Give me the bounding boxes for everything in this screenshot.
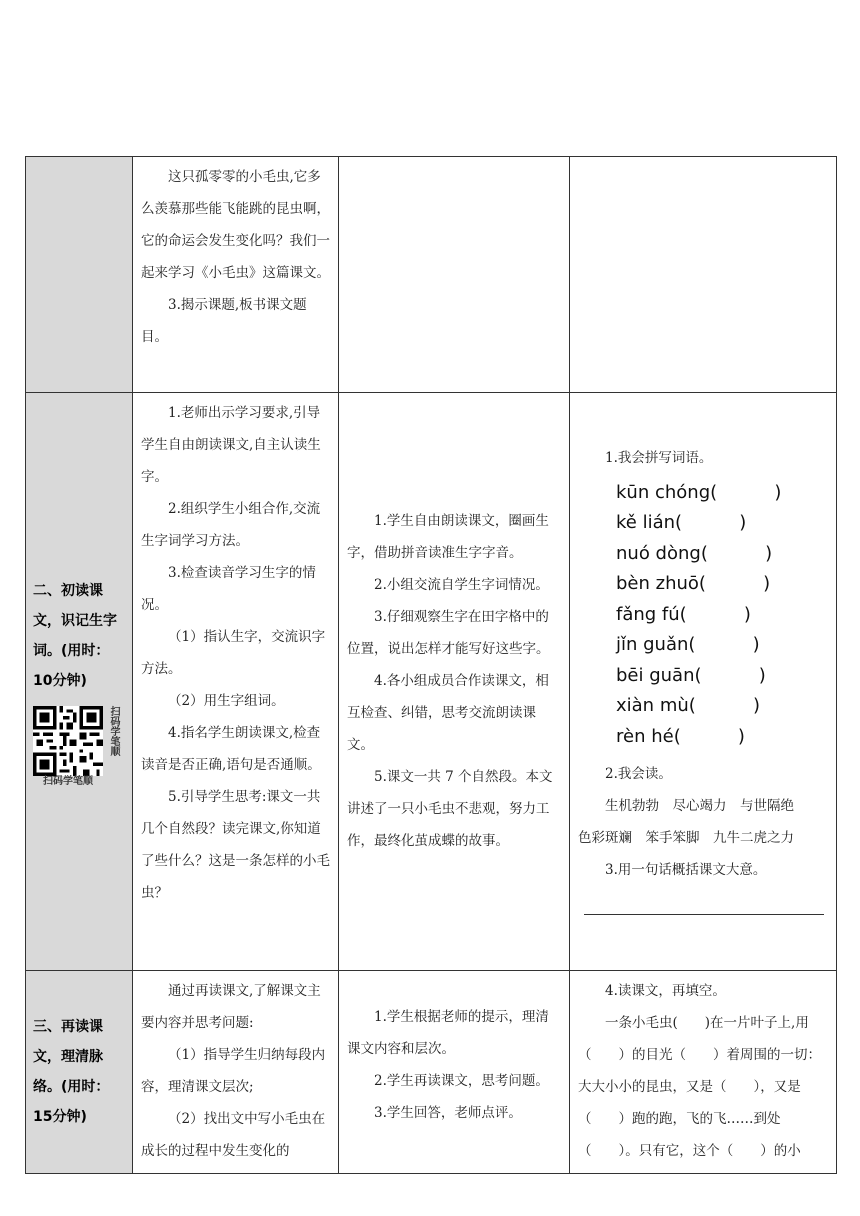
teacher-text: 通过再读课文,了解课文主要内容并思考问题: (141, 983, 321, 1031)
pinyin-item: bēi guān( ) (616, 664, 766, 686)
answer-line[interactable] (584, 896, 824, 915)
teacher-text: 3.揭示课题,板书课文题目。 (141, 297, 307, 345)
stage-cell (26, 393, 133, 971)
pinyin-item: xiàn mù( ) (616, 695, 761, 717)
teacher-text: （1）指认生字，交流识字方法。 (141, 629, 326, 677)
stage-label: 二、初读课文，识记生字词。(用时：10分钟) (33, 582, 117, 689)
pinyin-item: nuó dòng( ) (616, 542, 773, 564)
teacher-text: 4.指名学生朗读课文,检查读音是否正确,语句是否通顺。 (141, 725, 321, 773)
qr-side-label: 扫码学笔顺 (108, 705, 119, 756)
fill-text: 一条小毛虫( )在一片叶子上,用（ ）的目光（ ）着周围的一切：大大小小的昆虫，又是（ ），又是（ ）跑的跑，飞的飞……到处（ ）。只有它，这个（ ）的小 (578, 1015, 821, 1159)
words-line: 色彩斑斓 笨手笨脚 九牛二虎之力 (578, 830, 794, 847)
student-text: 2.小组交流自学生字词情况。 (374, 576, 549, 593)
lesson-plan-table (25, 156, 837, 1174)
student-activity-cell (339, 393, 570, 971)
pinyin-item: jǐn guǎn( ) (616, 634, 760, 656)
teacher-text: 5.引导学生思考:课文一共几个自然段？读完课文,你知道了些什么？这是一条怎样的小毛虫？ (141, 789, 330, 901)
student-text: 5.课文一共 7 个自然段。本文讲述了一只小毛虫不悲观，努力工作，最终化茧成蝶的故事。 (347, 768, 553, 849)
teacher-text: 这只孤零零的小毛虫,它多么羡慕那些能飞能跳的昆虫啊，它的命运会发生变化吗？我们一起来学习《小毛虫》这篇课文。 (141, 169, 330, 281)
exercise-title: 2.我会读。 (605, 766, 672, 783)
teacher-activity-cell (133, 971, 339, 1174)
student-text: 3.学生回答，老师点评。 (374, 1105, 522, 1121)
student-text: 1.学生根据老师的提示，理清课文内容和层次。 (347, 1009, 549, 1057)
pinyin-item: fǎng fú( ) (616, 603, 751, 625)
teacher-text: 1.老师出示学习要求,引导学生自由朗读课文,自主认读生字。 (141, 405, 321, 485)
table-row (26, 157, 837, 393)
exercise-cell (570, 393, 837, 971)
teacher-text: 2.组织学生小组合作,交流生字词学习方法。 (141, 501, 321, 549)
pinyin-item: bèn zhuō( ) (616, 573, 771, 595)
words-line: 生机勃勃 尽心竭力 与世隔绝 (605, 798, 794, 815)
student-activity-cell (339, 971, 570, 1174)
teacher-text: （1）指导学生归纳每段内容，理清课文层次; (141, 1047, 326, 1095)
student-text: 2.学生再读课文，思考问题。 (374, 1073, 549, 1089)
qr-block (33, 706, 126, 776)
pinyin-list (616, 478, 829, 753)
stage-label: 三、再读课文，理清脉络。(用时：15分钟) (33, 1019, 110, 1125)
teacher-activity-cell (133, 157, 339, 393)
teacher-text: 3.检查读音学习生字的情况。 (141, 565, 316, 613)
exercise-title: 1.我会拼写词语。 (605, 449, 713, 466)
stage-cell (26, 971, 133, 1174)
pinyin-item: rèn hé( ) (616, 725, 745, 747)
pinyin-item: kě lián( ) (616, 512, 747, 534)
student-text: 3.仔细观察生字在田字格中的位置，说出怎样才能写好这些字。 (347, 608, 550, 657)
teacher-text: （2）找出文中写小毛虫在成长的过程中发生变化的 (141, 1111, 326, 1159)
exercise-cell (570, 157, 837, 393)
teacher-activity-cell (133, 393, 339, 971)
stage-label (26, 271, 132, 279)
table-row (26, 971, 837, 1174)
student-activity-cell (339, 157, 570, 393)
stage-cell (26, 157, 133, 393)
qr-code-icon[interactable] (33, 706, 103, 776)
exercise-title: 4.读课文，再填空。 (605, 983, 726, 999)
exercise-cell (570, 971, 837, 1174)
exercise-title: 3.用一句话概括课文大意。 (605, 862, 767, 879)
pinyin-item: kūn chóng( ) (616, 481, 782, 503)
qr-caption: 扫码学笔顺 (43, 775, 93, 787)
student-text: 4.各小组成员合作读课文，相互检查、纠错，思考交流朗读课文。 (347, 672, 549, 753)
table-row (26, 393, 837, 971)
teacher-text: （2）用生字组词。 (168, 693, 285, 709)
student-text: 1.学生自由朗读课文，圈画生字，借助拼音读准生字字音。 (347, 512, 549, 561)
